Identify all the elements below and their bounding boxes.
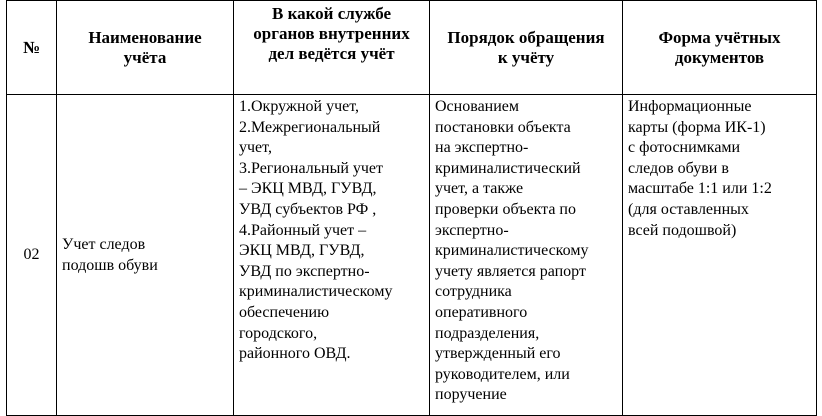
header-text-line: В какой службе: [271, 4, 392, 23]
header-text-line: Наименование: [88, 27, 202, 47]
cell-text-line: оперативного: [435, 303, 528, 321]
cell-text-line: проверки объекта по: [435, 200, 576, 218]
cell-text-line: на экспертно-: [435, 139, 529, 157]
cell-text-line: учет, а также: [435, 180, 524, 198]
cell-text-line: (для оставленных: [628, 200, 749, 218]
cell-text-line: учет,: [239, 139, 272, 157]
cell-text-line: районного ОВД.: [239, 345, 351, 363]
cell-text-line: Информационные: [628, 98, 752, 115]
header-text-line: документов: [674, 47, 765, 67]
cell-text-line: криминалистический: [435, 159, 581, 177]
row-access-order: [430, 95, 623, 416]
cell-text-line: с фотоснимками: [628, 139, 741, 157]
cell-text-line: 4.Районный учет –: [239, 221, 367, 239]
cell-text-line: ЭКЦ МВД, ГУВД,: [239, 242, 365, 260]
header-number: №: [7, 1, 57, 95]
cell-text-line: обеспечению: [239, 303, 330, 321]
header-access-order: [430, 1, 623, 95]
cell-text-line: подразделения,: [435, 324, 540, 342]
cell-text-line: постановки объекта: [435, 118, 571, 136]
row-number: 02: [7, 95, 57, 416]
cell-text-line: УВД субъектов РФ ,: [239, 200, 377, 218]
header-text-line: органов внутренних: [253, 24, 410, 43]
cell-text-line: поручение: [435, 386, 507, 404]
cell-text-line: криминалистическому: [435, 242, 589, 260]
header-text-line: Форма учётных: [658, 27, 781, 47]
cell-text-line: утвержденный его: [435, 345, 561, 363]
cell-text-line: криминалистическому: [239, 283, 393, 301]
header-text-line: к учёту: [497, 47, 555, 67]
header-text-line: учёта: [123, 47, 167, 67]
cell-text-line: Основанием: [435, 98, 520, 115]
records-table: [6, 0, 817, 416]
cell-text-line: всей подошвой): [628, 221, 737, 239]
header-text-line: Порядок обращения: [447, 27, 605, 47]
header-record-name: [57, 1, 234, 95]
cell-text-line: экспертно-: [435, 221, 509, 239]
row-record-name: [57, 95, 234, 416]
cell-text-line: – ЭКЦ МВД, ГУВД,: [239, 180, 377, 198]
header-service: [234, 1, 430, 95]
row-document-form: [623, 95, 817, 416]
cell-text-line: сотрудника: [435, 283, 512, 301]
cell-text-line: 2.Межрегиональный: [239, 118, 381, 136]
cell-text-line: Учет следов: [62, 236, 146, 254]
table-row: [7, 95, 817, 416]
header-document-form: [623, 1, 817, 95]
cell-text-line: 3.Региональный учет: [239, 159, 384, 177]
cell-text-line: городского,: [239, 324, 318, 342]
cell-text-line: следов обуви в: [628, 159, 729, 177]
cell-text-line: карты (форма ИК-1): [628, 118, 766, 136]
cell-text-line: подошв обуви: [62, 257, 158, 274]
cell-text-line: руководителем, или: [435, 365, 570, 383]
cell-text-line: масштабе 1:1 или 1:2: [628, 180, 772, 198]
header-row: [7, 1, 817, 95]
cell-text-line: 1.Окружной учет,: [239, 98, 360, 115]
cell-text-line: УВД по экспертно-: [239, 262, 370, 280]
cell-text-line: учету является рапорт: [435, 262, 586, 280]
row-service: [234, 95, 430, 416]
header-text-line: дел ведётся учёт: [268, 44, 395, 63]
